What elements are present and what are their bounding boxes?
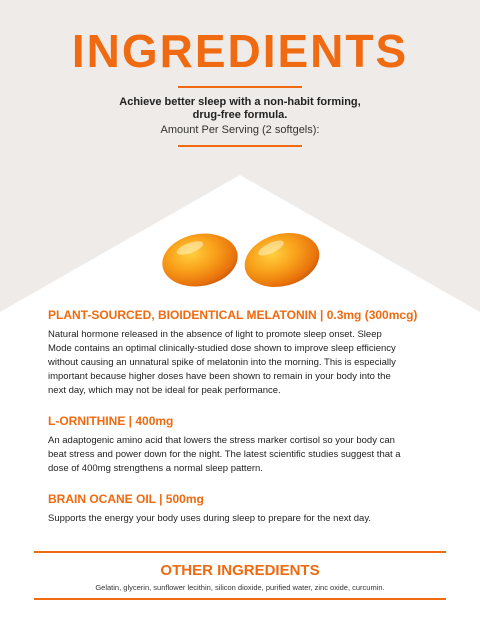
description-line: Mode contains an optimal clinically-studied dose shown to improve sleep efficiency (48, 343, 396, 354)
serving-size: Amount Per Serving (2 softgels): (160, 124, 320, 136)
description-line: next day, which may not be ideal for peak performance. (48, 385, 281, 396)
ingredient-heading: BRAIN OCANE OIL | 500mg (48, 492, 204, 506)
ingredient-brain-ocane-oil (48, 492, 448, 526)
tagline (0, 96, 480, 122)
ingredient-description (48, 512, 448, 526)
description-line: without causing an unnatural spike of melatonin into the morning. This is especially (48, 357, 396, 368)
title-divider (178, 86, 302, 88)
ingredient-description (48, 328, 448, 398)
other-ingredients-list: Gelatin, glycerin, sunflower lecithin, silicon dioxide, purified water, zinc oxide, curcumin. (95, 583, 385, 592)
serving-divider (178, 145, 302, 147)
description-line: dose of 400mg strengthens a normal sleep pattern. (48, 463, 263, 474)
description-line: Natural hormone released in the absence of light to promote sleep onset. Sleep (48, 329, 382, 340)
description-line: An adaptogenic amino acid that lowers the stress marker cortisol so your body can (48, 435, 395, 446)
description-line: important because higher doses have been shown to remain in your body into the (48, 371, 391, 382)
description-line: beat stress and power down for the night. The latest scientific studies suggest that a (48, 449, 401, 460)
bottom-divider (34, 598, 446, 600)
ingredient-heading: L-ORNITHINE | 400mg (48, 414, 174, 428)
ingredient-description (48, 434, 448, 476)
ingredient-heading: PLANT-SOURCED, BIOIDENTICAL MELATONIN | 0.3mg (300mcg) (48, 308, 418, 322)
other-ingredients-title: OTHER INGREDIENTS (160, 562, 320, 579)
ingredient-melatonin (48, 308, 448, 398)
description-line: Supports the energy your body uses during sleep to prepare for the next day. (48, 513, 372, 524)
other-ingredients-divider (34, 551, 446, 553)
tagline-line-1: Achieve better sleep with a non-habit forming, (119, 96, 361, 108)
tagline-line-2: drug-free formula. (192, 109, 288, 121)
page-title: INGREDIENTS (71, 25, 409, 77)
ingredient-l-ornithine (48, 414, 448, 476)
